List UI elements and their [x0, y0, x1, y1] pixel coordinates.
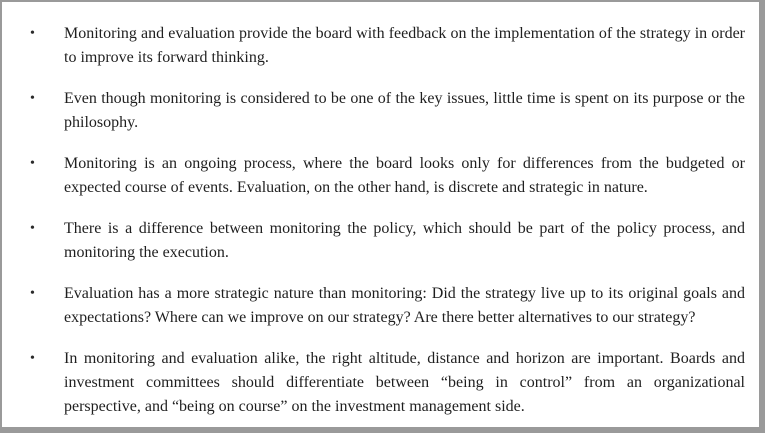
bullet-marker: • [30, 156, 35, 171]
bullet-text: Monitoring is an ongoing process, where the board looks only for differences from the budgeted or expected course of events. Evaluation, on the other hand, is discrete and strategic in nature. [64, 155, 745, 196]
bullet-text: Even though monitoring is considered to be one of the key issues, little time is spent on its purpose or the philosophy. [64, 90, 745, 131]
bullet-marker: • [30, 351, 35, 366]
bullet-item-strategic-evaluation [2, 282, 759, 334]
bullet-item-altitude-horizon [2, 347, 759, 423]
bullet-marker: • [30, 221, 35, 236]
bullet-item-ongoing-process [2, 152, 759, 204]
bullet-marker: • [30, 26, 35, 41]
bullet-marker: • [30, 91, 35, 106]
bullet-marker: • [30, 286, 35, 301]
bullet-item-feedback [2, 22, 759, 74]
bullet-item-policy-vs-execution [2, 217, 759, 269]
bullet-text: There is a difference between monitoring the policy, which should be part of the policy process, and monitoring the execution. [64, 220, 745, 261]
bullet-text: Evaluation has a more strategic nature than monitoring: Did the strategy live up to its original goals and expectations? Where can we improve on our strategy? Are there better alternatives to our strategy? [64, 285, 745, 326]
bullet-text: Monitoring and evaluation provide the board with feedback on the implementation of the strategy in order to improve its forward thinking. [64, 25, 745, 66]
bullet-text: In monitoring and evaluation alike, the right altitude, distance and horizon are important. Boards and investment committees should differentiate between “being in control” from an organizational perspective, and “being on course” on the investment management side. [64, 350, 745, 415]
bullet-list [2, 22, 759, 423]
bullet-item-little-time [2, 87, 759, 139]
